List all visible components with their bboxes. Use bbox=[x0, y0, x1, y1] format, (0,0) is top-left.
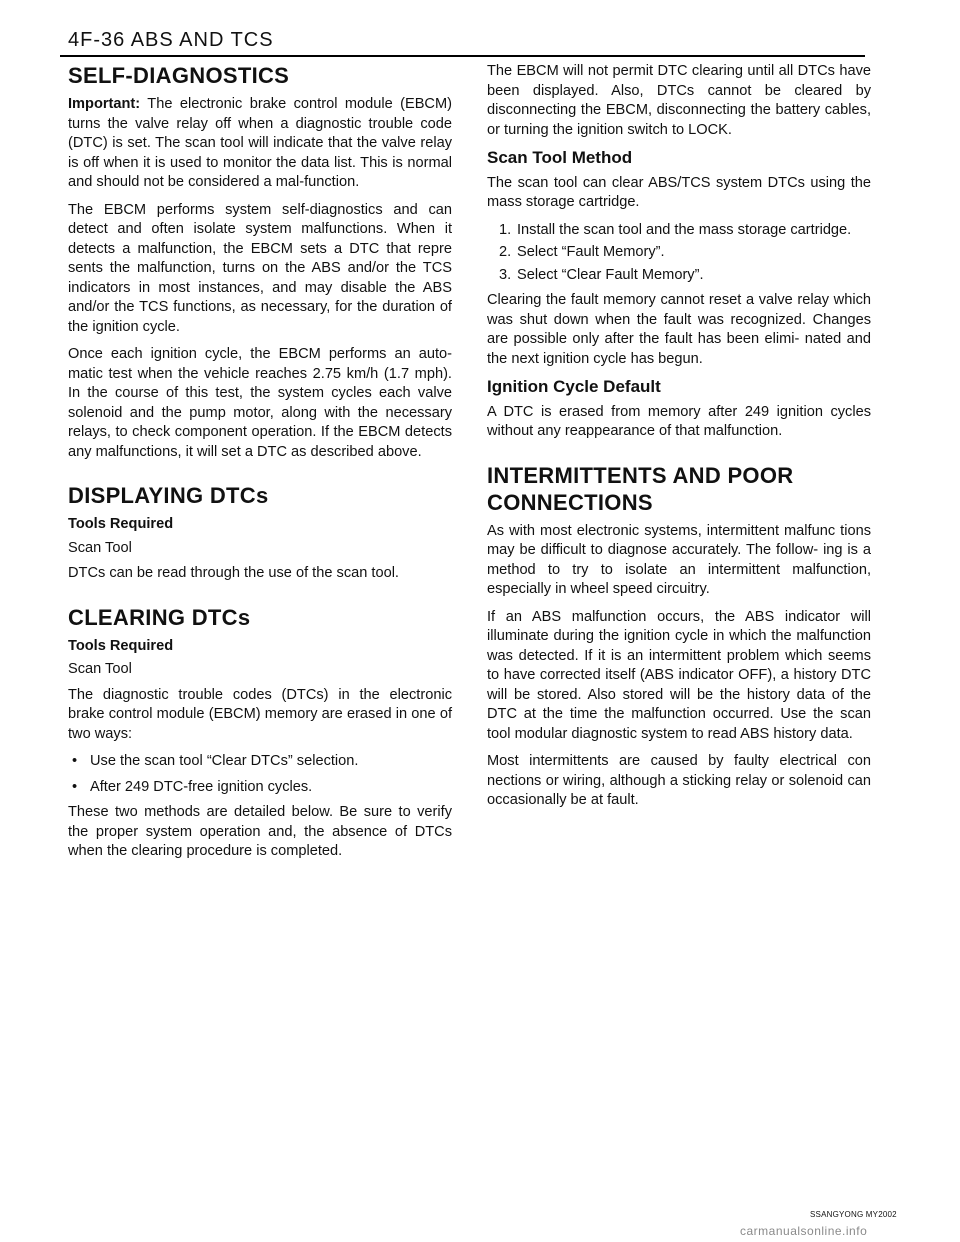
paragraph-fault-memory: Clearing the fault memory cannot reset a valve relay which was shut down when the fault was recognized. Changes are possible only after the fault has been elimi- nated and the next ignition cycle has begun. bbox=[487, 292, 871, 367]
right-column bbox=[487, 62, 871, 819]
heading-ignition-cycle-default: Ignition Cycle Default bbox=[487, 377, 661, 396]
page-footer: SSANGYONG MY2002 bbox=[810, 1210, 897, 1219]
paragraph-methods: These two methods are detailed below. Be sure to verify the proper system operation and, the absence of DTCs when the clearing procedure is completed. bbox=[68, 804, 452, 859]
step-number: 2. bbox=[499, 244, 512, 260]
list-item bbox=[487, 243, 871, 263]
paragraph-self-diag-2: The EBCM performs system self-diagnostics and can detect and often isolate system malfunctions. When it detects a malfunction, the EBCM sets a DTC that repre sents the malfunction, turns on the ABS and/or the TCS indicators in most instances, and may disable the ABS and/or the TCS functions, as necessary, for the duration of the ignition cycle. bbox=[68, 201, 452, 335]
left-column bbox=[68, 62, 452, 870]
step-number: 1. bbox=[499, 221, 512, 238]
step-text: Select “Fault Memory”. bbox=[517, 244, 665, 260]
paragraph-self-diag-3: Once each ignition cycle, the EBCM performs an auto- matic test when the vehicle reaches 2.75 km/h (1.7 mph). In the course of this test, the system cycles each valve solenoid and the pump motor, along with the necessary relays, to check component operation. If the EBCM detects any malfunctions, it will set a DTC as described above. bbox=[68, 346, 452, 460]
important-label: Important: bbox=[68, 96, 141, 112]
page-header: 4F-36 ABS AND TCS bbox=[68, 29, 274, 51]
step-text: Install the scan tool and the mass storage cartridge. bbox=[517, 221, 852, 238]
clear-methods-list bbox=[68, 752, 452, 797]
step-text: Select “Clear Fault Memory”. bbox=[517, 266, 704, 283]
paragraph-intermittents-2: If an ABS malfunction occurs, the ABS indicator will illuminate during the ignition cycle in which the malfunction was detected. If it is an intermittent problem which seems to have corrected itself (ABS indicator OFF), a history DTC will be stored. Also stored will be the history data of the DTC at the time the malfunction occurred. Use the scan tool modular diagnostic system to read ABS history data. bbox=[487, 608, 871, 742]
paragraph-scan: The scan tool can clear ABS/TCS system DTCs using the mass storage cartridge. bbox=[487, 174, 871, 210]
tools-required-label: Tools Required bbox=[68, 516, 174, 532]
list-item bbox=[487, 221, 871, 241]
tools-required-item: Scan Tool bbox=[68, 539, 132, 556]
paragraph-important bbox=[68, 95, 452, 193]
step-number: 3. bbox=[499, 266, 512, 283]
watermark: carmanualsonline.info bbox=[740, 1224, 868, 1238]
header-rule bbox=[60, 55, 865, 57]
paragraph-ebcm: The EBCM will not permit DTC clearing until all DTCs have been displayed. Also, DTCs cannot be cleared by disconnecting the EBCM, disconnecting the battery cables, or turning the ignition switch to LOCK. bbox=[487, 63, 871, 138]
heading-scan-tool-method: Scan Tool Method bbox=[487, 148, 633, 167]
paragraph-intermittents-1: As with most electronic systems, intermittent malfunc tions may be difficult to diagnose accurately. The follow- ing is a method to try to isolate an intermittent malfunction, especially in wheel speed circuitry. bbox=[487, 522, 871, 597]
scan-steps-list bbox=[487, 221, 871, 286]
heading-intermittents: INTERMITTENTS AND POOR CONNECTIONS bbox=[487, 462, 794, 515]
list-item bbox=[487, 266, 871, 286]
paragraph-clear: The diagnostic trouble codes (DTCs) in the electronic brake control module (EBCM) memory are erased in one of two ways: bbox=[68, 686, 452, 742]
list-item: • After 249 DTC-free ignition cycles. bbox=[68, 778, 452, 798]
list-item: • Use the scan tool “Clear DTCs” selection. bbox=[68, 752, 452, 772]
heading-self-diagnostics: SELF-DIAGNOSTICS bbox=[68, 63, 290, 88]
heading-clearing-dtcs: CLEARING DTCs bbox=[68, 604, 251, 630]
paragraph-ignition: A DTC is erased from memory after 249 ignition cycles without any reappearance of that malfunction. bbox=[487, 403, 871, 439]
heading-displaying-dtcs: DISPLAYING DTCs bbox=[68, 483, 269, 508]
tools-required-item: Scan Tool bbox=[68, 661, 132, 677]
tools-required-label: Tools Required bbox=[68, 637, 174, 654]
paragraph-display: DTCs can be read through the use of the scan tool. bbox=[68, 565, 399, 581]
important-text: The electronic brake control module (EBCM) turns the valve relay off when a diagnostic trouble code (DTC) is set. The scan tool will indicate that the valve relay is off when it is used to monitor the data list. This is normal and should not be considered a mal-function. bbox=[68, 96, 452, 190]
paragraph-intermittents-3: Most intermittents are caused by faulty electrical con nections or wiring, although a sticking relay or solenoid can occasionally be at fault. bbox=[487, 753, 871, 808]
